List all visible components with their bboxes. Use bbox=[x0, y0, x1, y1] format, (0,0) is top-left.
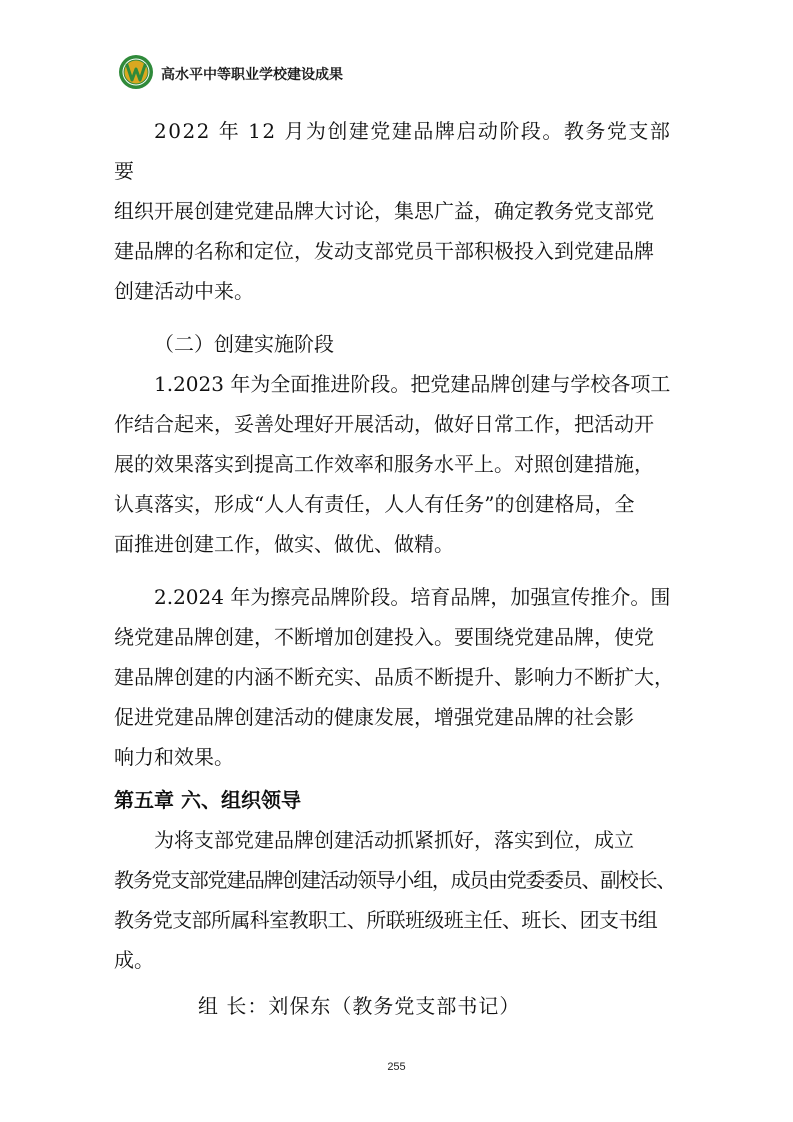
text-line: 建品牌创建的内涵不断充实、品质不断提升、影响力不断扩大， bbox=[114, 665, 674, 689]
paragraph-2024-phase bbox=[114, 577, 684, 777]
document-body bbox=[114, 111, 684, 1026]
text-line: 绕党建品牌创建，不断增加创建投入。要围绕党建品牌，使党 bbox=[114, 625, 654, 649]
text-line: 响力和效果。 bbox=[114, 745, 234, 769]
paragraph-leadership bbox=[114, 820, 684, 980]
section-subheading: （二）创建实施阶段 bbox=[154, 332, 334, 356]
text-line: 认真落实，形成“人人有责任，人人有任务”的创建格局，全 bbox=[114, 492, 635, 516]
paragraph-launch-phase bbox=[114, 111, 684, 311]
school-emblem-icon bbox=[118, 54, 154, 90]
text-line: 为将支部党建品牌创建活动抓紧抓好，落实到位，成立 bbox=[154, 828, 634, 852]
text-line: 2022 年 12 月为创建党建品牌启动阶段。教务党支部要 bbox=[114, 119, 672, 183]
text-line: 组织开展创建党建品牌大讨论，集思广益，确定教务党支部党 bbox=[114, 199, 654, 223]
text-line: 1.2023 年为全面推进阶段。把党建品牌创建与学校各项工 bbox=[154, 372, 671, 396]
text-line: 创建活动中来。 bbox=[114, 279, 254, 303]
page-header bbox=[118, 54, 678, 90]
paragraph-2023-phase bbox=[114, 364, 684, 564]
text-line: 展的效果落实到提高工作效率和服务水平上。对照创建措施， bbox=[114, 452, 654, 476]
text-line: 教务党支部所属科室教职工、所联班级班主任、班长、团支书组 bbox=[114, 908, 658, 932]
header-title: 高水平中等职业学校建设成果 bbox=[161, 67, 343, 83]
chapter-heading: 第五章 六、组织领导 bbox=[114, 788, 301, 812]
text-line: 成。 bbox=[114, 948, 154, 972]
page-number: 255 bbox=[387, 1061, 406, 1073]
text-line: 面推进创建工作，做实、做优、做精。 bbox=[114, 532, 454, 556]
text-line: 2.2024 年为擦亮品牌阶段。培育品牌，加强宣传推介。围 bbox=[154, 585, 671, 609]
text-line: 教务党支部党建品牌创建活动领导小组，成员由党委委员、副校长、 bbox=[114, 868, 675, 892]
leader-line: 组 长：刘保东（教务党支部书记） bbox=[198, 994, 521, 1018]
text-line: 建品牌的名称和定位，发动支部党员干部积极投入到党建品牌 bbox=[114, 239, 654, 263]
text-line: 促进党建品牌创建活动的健康发展，增强党建品牌的社会影 bbox=[114, 705, 634, 729]
text-line: 作结合起来，妥善处理好开展活动，做好日常工作，把活动开 bbox=[114, 412, 654, 436]
